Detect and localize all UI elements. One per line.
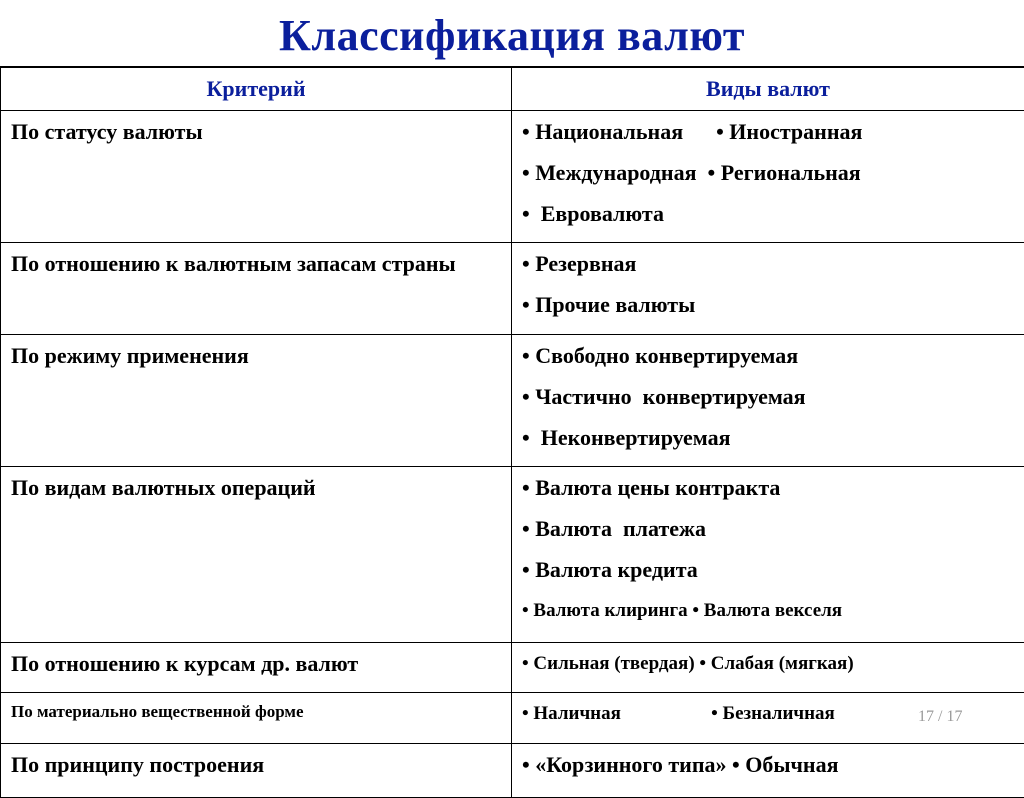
type-item: • Резервная xyxy=(522,248,1024,289)
type-item: • Прочие валюты xyxy=(522,289,1024,322)
types-cell xyxy=(512,111,1024,243)
type-item: • Валюта клиринга • Валюта векселя xyxy=(522,595,1024,628)
table-row xyxy=(1,744,1024,798)
slide-number: 17 / 17 xyxy=(918,708,962,726)
types-cell xyxy=(512,335,1024,467)
table-row xyxy=(1,693,1024,744)
criterion-cell: По режиму применения xyxy=(1,335,512,467)
type-item: • Евровалюта xyxy=(522,198,1024,231)
criterion-cell: По статусу валюты xyxy=(1,111,512,243)
types-cell xyxy=(512,643,1024,693)
type-item: • Наличная • Безналичная xyxy=(522,698,1024,731)
types-cell xyxy=(512,744,1024,798)
table-header-row xyxy=(1,67,1024,111)
type-item: • «Корзинного типа» • Обычная xyxy=(522,749,1024,782)
header-types: Виды валют xyxy=(512,67,1024,111)
criterion-cell: По видам валютных операций xyxy=(1,467,512,643)
type-item: • Неконвертируемая xyxy=(522,422,1024,455)
types-cell xyxy=(512,467,1024,643)
type-item: • Частично конвертируемая xyxy=(522,381,1024,422)
type-item: • Валюта платежа xyxy=(522,513,1024,554)
type-item: • Международная • Региональная xyxy=(522,157,1024,198)
table-row xyxy=(1,467,1024,643)
type-item: • Свободно конвертируемая xyxy=(522,340,1024,381)
header-criterion: Критерий xyxy=(1,67,512,111)
criterion-cell: По отношению к валютным запасам страны xyxy=(1,243,512,335)
page-title: Классификация валют xyxy=(0,10,1024,61)
type-item: • Национальная • Иностранная xyxy=(522,116,1024,157)
criterion-cell: По принципу построения xyxy=(1,744,512,798)
table-row xyxy=(1,335,1024,467)
type-item: • Валюта цены контракта xyxy=(522,472,1024,513)
table-row xyxy=(1,243,1024,335)
criterion-cell: По материально вещественной форме xyxy=(1,693,512,744)
type-item: • Сильная (твердая) • Слабая (мягкая) xyxy=(522,648,1024,681)
criterion-cell: По отношению к курсам др. валют xyxy=(1,643,512,693)
currency-classification-table xyxy=(0,66,1024,798)
type-item: • Валюта кредита xyxy=(522,554,1024,595)
types-cell xyxy=(512,243,1024,335)
table-row xyxy=(1,111,1024,243)
table-row xyxy=(1,643,1024,693)
